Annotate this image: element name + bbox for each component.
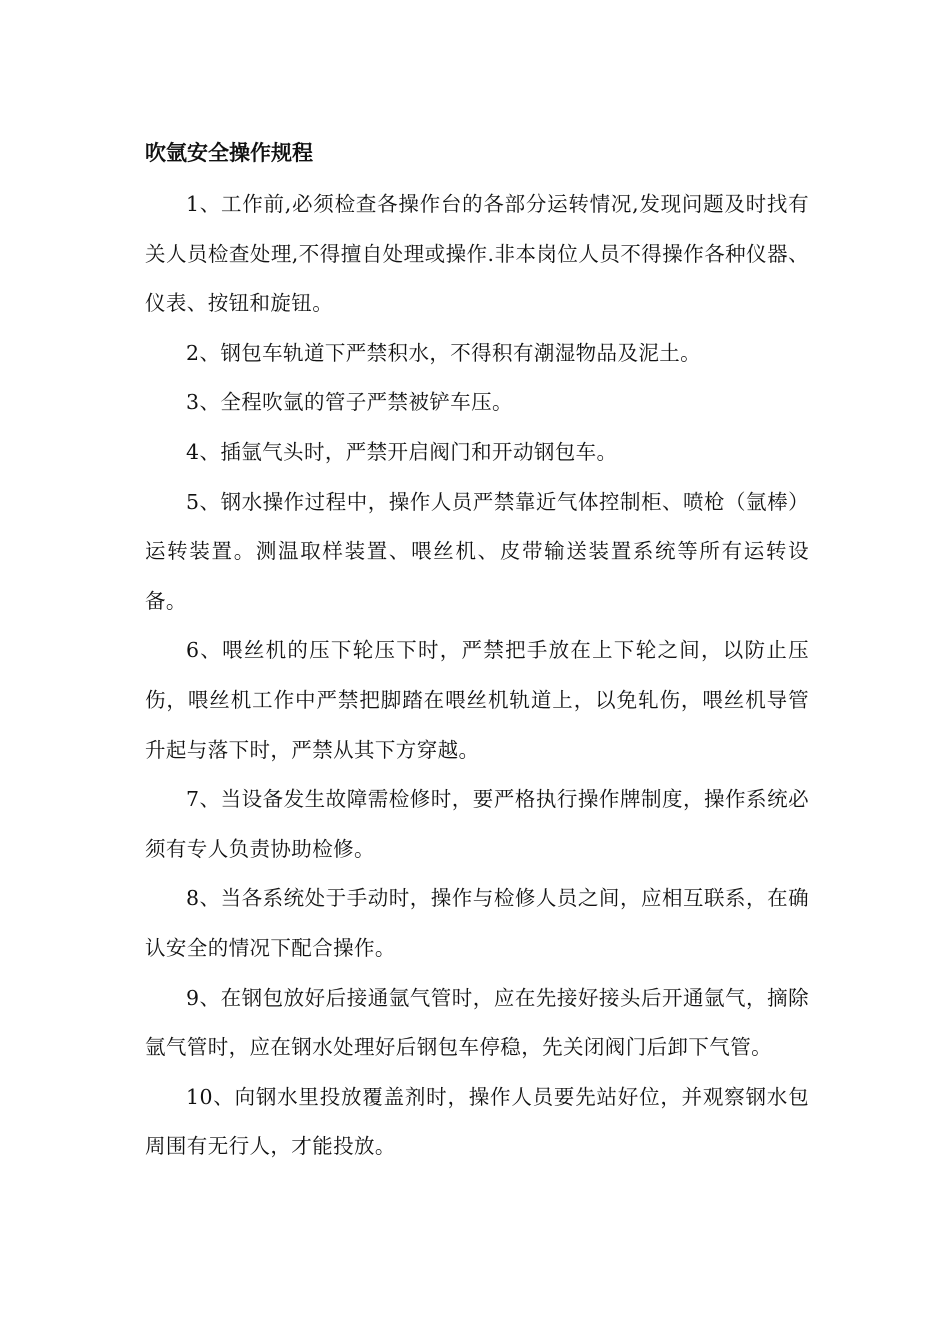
rule-8: 8、当各系统处于手动时，操作与检修人员之间，应相互联系，在确认安全的情况下配合操作。 bbox=[145, 886, 809, 960]
rule-7: 7、当设备发生故障需检修时，要严格执行操作牌制度，操作系统必须有专人负责协助检修。 bbox=[145, 787, 809, 861]
rule-4: 4、插氩气头时，严禁开启阀门和开动钢包车。 bbox=[186, 439, 618, 464]
document-title: 吹氩安全操作规程 bbox=[145, 140, 313, 165]
rule-1: 1、工作前,必须检查各操作台的各部分运转情况,发现问题及时找有关人员检查处理,不得擅自处理或操作.非本岗位人员不得操作各种仪器、仪表、按钮和旋钮。 bbox=[145, 192, 809, 316]
rule-2: 2、钢包车轨道下严禁积水，不得积有潮湿物品及泥土。 bbox=[186, 340, 702, 365]
rule-3: 3、全程吹氩的管子严禁被铲车压。 bbox=[186, 390, 513, 415]
rules-list bbox=[145, 180, 809, 1172]
rule-9: 9、在钢包放好后接通氩气管时，应在先接好接头后开通氩气，摘除氩气管时，应在钢水处理好后钢包车停稳，先关闭阀门后卸下气管。 bbox=[145, 985, 809, 1060]
rule-10: 10、向钢水里投放覆盖剂时，操作人员要先站好位，并观察钢水包周围有无行人，才能投放。 bbox=[145, 1084, 809, 1159]
rule-5: 5、钢水操作过程中，操作人员严禁靠近气体控制柜、喷枪（氩棒）运转装置。测温取样装置、喂丝机、皮带输送装置系统等所有运转设备。 bbox=[145, 489, 809, 613]
rule-6: 6、喂丝机的压下轮压下时，严禁把手放在上下轮之间，以防止压伤，喂丝机工作中严禁把脚踏在喂丝机轨道上，以免轧伤，喂丝机导管升起与落下时，严禁从其下方穿越。 bbox=[145, 638, 809, 762]
